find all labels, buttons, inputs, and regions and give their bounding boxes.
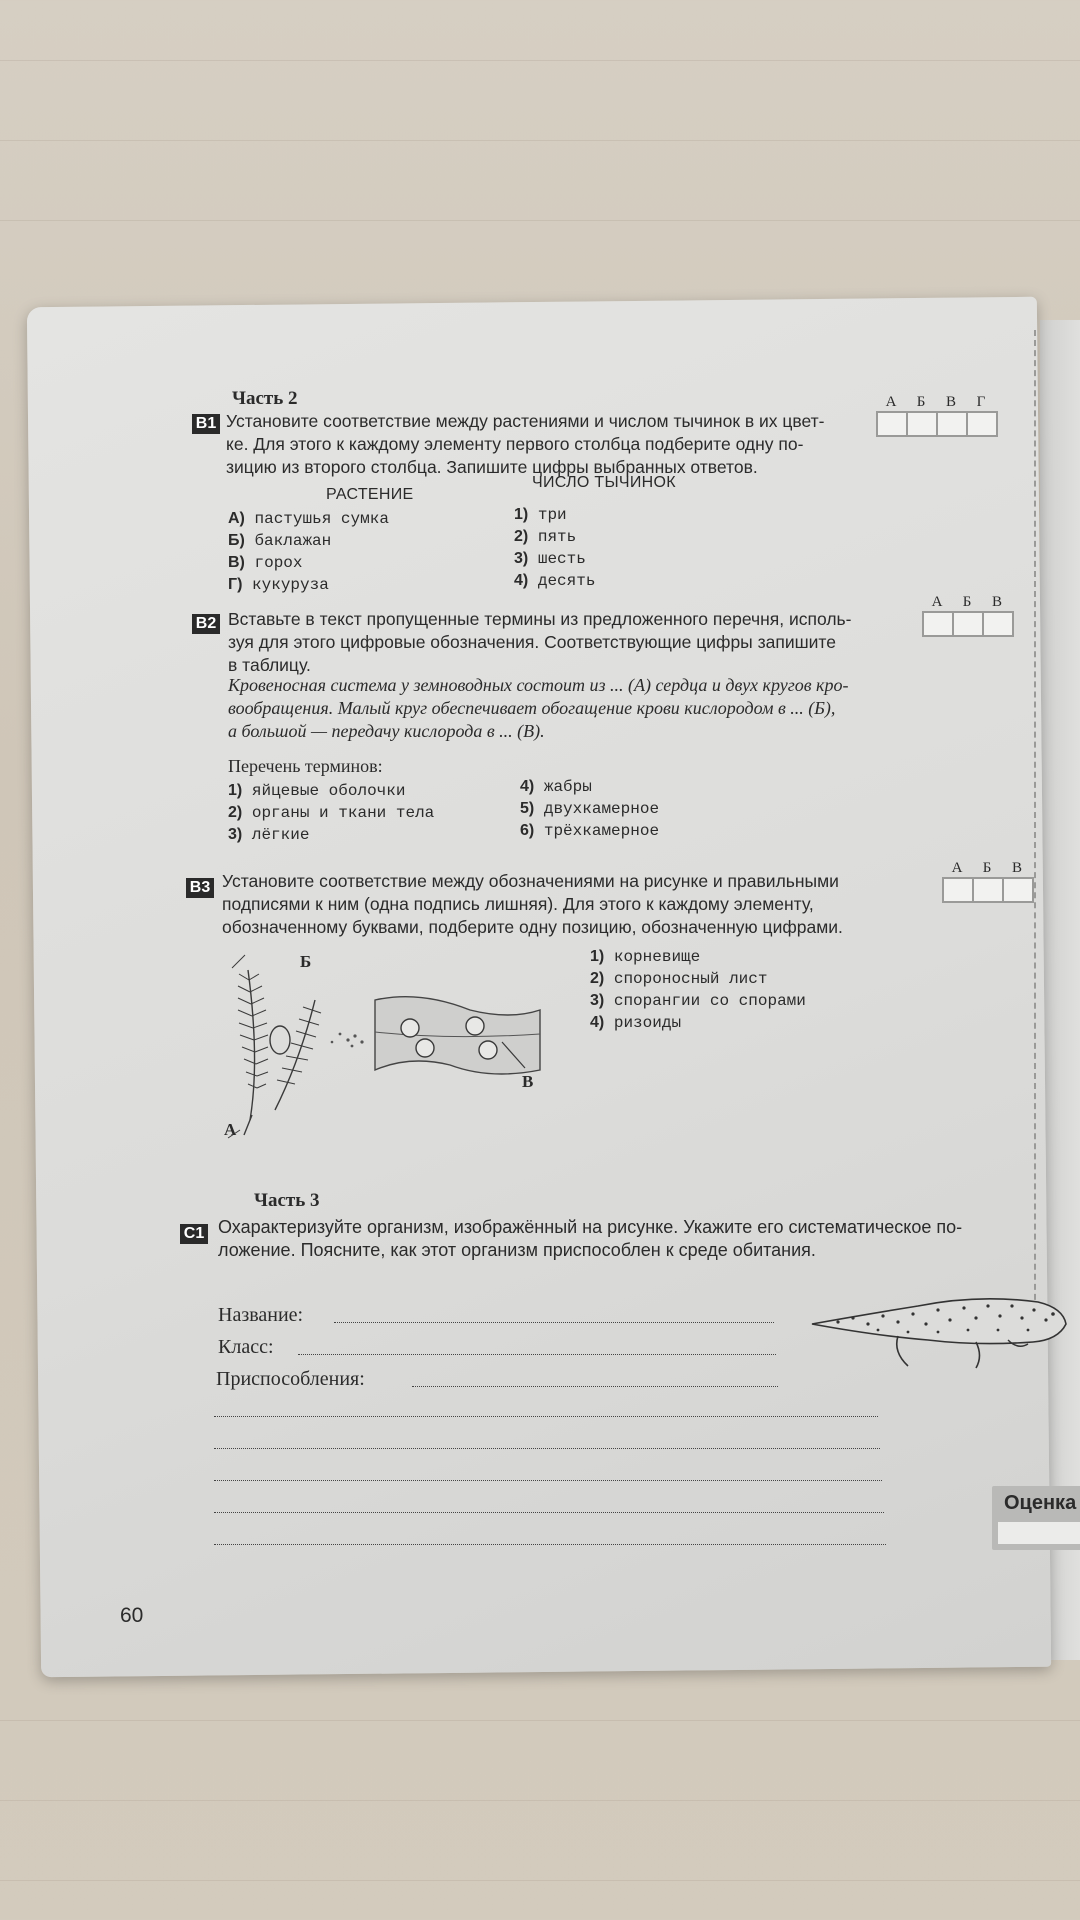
c1-name-label: Название: xyxy=(218,1304,304,1326)
list-item: А) пастушья сумка xyxy=(228,510,389,528)
part3-title: Часть 3 xyxy=(254,1190,320,1211)
b2-passage-line-3: а большой — передачу кислорода в ... (В). xyxy=(228,721,545,741)
list-item: 2) пять xyxy=(514,528,577,546)
b1-answer-cell-v[interactable] xyxy=(938,413,966,435)
b1-answer-letter-g: Г xyxy=(976,394,986,410)
b1-answer-cell-g[interactable] xyxy=(968,413,996,435)
b2-answer-cell-v[interactable] xyxy=(984,613,1012,635)
page-number: 60 xyxy=(120,1604,144,1627)
c1-answer-line-2[interactable] xyxy=(214,1448,880,1449)
c1-adaptations-label: Приспособления: xyxy=(216,1368,365,1390)
b2-passage-line-2: вообращения. Малый круг обеспечивает обогащение крови кислородом в ... (Б), xyxy=(228,698,836,718)
fig-label-a: А xyxy=(224,1120,237,1139)
list-item: 1) три xyxy=(514,506,567,524)
list-item: 2) органы и ткани тела xyxy=(228,804,435,822)
b2-terms-heading: Перечень терминов: xyxy=(228,756,383,776)
grade-box xyxy=(992,1486,1080,1550)
fig-label-b: Б xyxy=(300,952,312,971)
b1-answer-letter-v: В xyxy=(945,394,956,410)
b3-answer-table xyxy=(942,860,1034,903)
b2-passage xyxy=(228,674,1028,743)
c1-answer-line-5[interactable] xyxy=(214,1544,886,1545)
task-b3-label: B3 xyxy=(186,878,214,898)
list-item: 1) яйцевые оболочки xyxy=(228,782,406,800)
task-b3-text xyxy=(222,870,922,939)
list-item: Б) баклажан xyxy=(228,532,332,550)
grade-input-cell[interactable] xyxy=(998,1522,1080,1544)
list-item: 3) лёгкие xyxy=(228,826,310,844)
part2-title: Часть 2 xyxy=(232,388,298,409)
b3-answer-letter-b: Б xyxy=(982,860,992,876)
list-item: 3) шесть xyxy=(514,550,586,568)
b3-line-2: подписями к ним (одна подпись лишняя). Для этого к каждому элементу, xyxy=(222,894,814,914)
b3-answer-cell-a[interactable] xyxy=(944,879,972,901)
list-item: В) горох xyxy=(228,554,303,572)
b2-answer-table xyxy=(922,594,1014,637)
b2-terms-left xyxy=(228,780,434,846)
b1-line-2: ке. Для этого к каждому элементу первого столбца подберите одну по- xyxy=(226,434,804,454)
b1-column-plant-header: РАСТЕНИЕ xyxy=(326,486,414,503)
b1-plant-list xyxy=(228,508,389,596)
b1-answer-letter-a: А xyxy=(885,394,897,410)
b1-line-1: Установите соответствие между растениями и числом тычинок в их цвет- xyxy=(226,411,825,431)
list-item: 3) спорангии со спорами xyxy=(590,992,806,1010)
newt-illustration xyxy=(808,1284,1070,1374)
c1-line-1: Охарактеризуйте организм, изображённый на рисунке. Укажите его систематическое по- xyxy=(218,1217,963,1237)
task-b1-text xyxy=(226,410,866,479)
b2-line-3: в таблицу. xyxy=(228,655,311,675)
c1-class-answer-line[interactable] xyxy=(298,1354,776,1355)
task-c1-label: C1 xyxy=(180,1224,208,1244)
b1-column-stamens-header: ЧИСЛО ТЫЧИНОК xyxy=(532,474,676,491)
b3-options-list xyxy=(590,946,806,1034)
list-item: 1) корневище xyxy=(590,948,701,966)
list-item: 4) десять xyxy=(514,572,596,590)
c1-line-2: ложение. Поясните, как этот организм приспособлен к среде обитания. xyxy=(218,1240,816,1260)
b3-answer-letter-a: А xyxy=(951,860,963,876)
list-item: 4) жабры xyxy=(520,778,592,796)
task-c1-text xyxy=(218,1216,1068,1262)
b2-line-2: зуя для этого цифровые обозначения. Соответствующие цифры запишите xyxy=(228,632,836,652)
c1-name-answer-line[interactable] xyxy=(334,1322,774,1323)
perforation-line xyxy=(1034,330,1036,1330)
b1-answer-cell-a[interactable] xyxy=(878,413,906,435)
b2-answer-cell-b[interactable] xyxy=(954,613,982,635)
b3-answer-letter-v: В xyxy=(1011,860,1022,876)
b1-answer-letter-b: Б xyxy=(916,394,926,410)
b1-line-3: зицию из второго столбца. Запишите цифры выбранных ответов. xyxy=(226,457,758,477)
b2-terms-right xyxy=(520,776,659,842)
task-b1-label: B1 xyxy=(192,414,220,434)
b2-answer-cell-a[interactable] xyxy=(924,613,952,635)
list-item: 4) ризоиды xyxy=(590,1014,682,1032)
b2-passage-line-1: Кровеносная система у земноводных состоит из ... (А) сердца и двух кругов кро- xyxy=(228,675,849,695)
b2-line-1: Вставьте в текст пропущенные термины из предложенного перечня, исполь- xyxy=(228,609,852,629)
list-item: Г) кукуруза xyxy=(228,576,329,594)
list-item: 5) двухкамерное xyxy=(520,800,660,818)
b1-answer-cell-b[interactable] xyxy=(908,413,936,435)
b3-answer-cell-v[interactable] xyxy=(1004,879,1032,901)
b1-stamens-list xyxy=(514,504,595,592)
b3-line-3: обозначенному буквами, подберите одну позицию, обозначенную цифрами. xyxy=(222,917,843,937)
b2-answer-letter-b: Б xyxy=(962,594,972,610)
b3-line-1: Установите соответствие между обозначениями на рисунке и правильными xyxy=(222,871,839,891)
c1-answer-line-3[interactable] xyxy=(214,1480,882,1481)
b3-answer-cell-b[interactable] xyxy=(974,879,1002,901)
list-item: 2) спороносный лист xyxy=(590,970,768,988)
list-item: 6) трёхкамерное xyxy=(520,822,660,840)
b2-answer-letter-v: В xyxy=(991,594,1002,610)
c1-answer-line-1[interactable] xyxy=(214,1416,878,1417)
c1-answer-line-4[interactable] xyxy=(214,1512,884,1513)
b1-answer-table xyxy=(876,394,998,437)
fig-label-v: В xyxy=(522,1072,534,1091)
b2-answer-letter-a: А xyxy=(931,594,943,610)
task-b2-text xyxy=(228,608,908,677)
c1-class-label: Класс: xyxy=(218,1336,274,1358)
fern-illustration xyxy=(220,950,560,1140)
grade-label: Оценка xyxy=(1004,1492,1077,1514)
c1-adaptations-answer-line[interactable] xyxy=(412,1386,778,1387)
task-b2-label: B2 xyxy=(192,614,220,634)
